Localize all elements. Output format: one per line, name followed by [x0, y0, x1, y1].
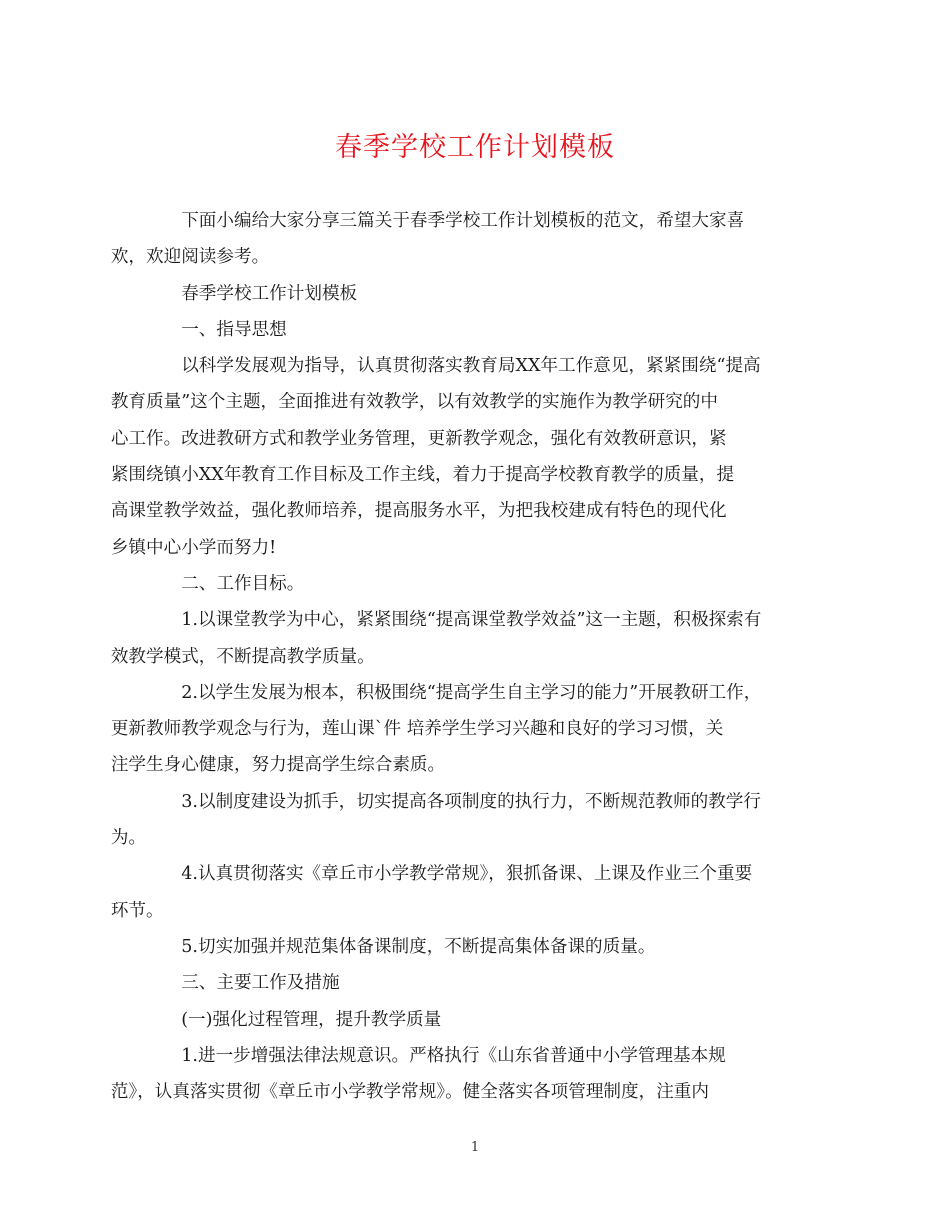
paragraph: [110, 602, 806, 675]
paragraph-line: 4.认真贯彻落实《章丘市小学教学常规》，狠抓备课、上课及作业三个重要: [181, 864, 753, 885]
paragraph-line: 注学生身心健康，努力提高学生综合素质。: [110, 755, 446, 776]
paragraph: [110, 203, 806, 276]
paragraph-line: 环节。: [110, 900, 164, 921]
paragraph-line: 高课堂教学效益，强化教师培养，提高服务水平，为把我校建成有特色的现代化: [110, 501, 727, 522]
paragraph-line: 春季学校工作计划模板: [181, 283, 358, 304]
page-number: 1: [470, 1140, 480, 1155]
paragraph-line: (一)强化过程管理，提升教学质量: [181, 1009, 442, 1030]
paragraph: [110, 784, 806, 857]
paragraph-line: 一、指导思想: [181, 319, 287, 340]
paragraph: [146, 276, 806, 312]
paragraph-line: 下面小编给大家分享三篇关于春季学校工作计划模板的范文，希望大家喜: [181, 211, 745, 231]
paragraph-line: 二、工作目标。: [181, 573, 305, 594]
paragraph-line: 欢，欢迎阅读参考。: [110, 247, 270, 268]
paragraph-line: 2.以学生发展为根本，积极围绕“提高学生自主学习的能力”开展教研工作，: [181, 682, 762, 703]
paragraph-line: 教育质量”这个主题，全面推进有效教学，以有效教学的实施作为教学研究的中: [110, 392, 718, 413]
paragraph-line: 5.切实加强并规范集体备课制度，不断提高集体备课的质量。: [181, 936, 656, 957]
paragraph: [146, 1002, 806, 1038]
paragraph-line: 以科学发展观为指导，认真贯彻落实教育局XX年工作意见，紧紧围绕“提高: [181, 356, 761, 377]
paragraph: [146, 312, 806, 348]
paragraph: [110, 675, 806, 784]
paragraph: [146, 965, 806, 1001]
paragraph-line: 三、主要工作及措施: [181, 973, 340, 994]
paragraph: [110, 856, 806, 929]
paragraph-line: 范》，认真落实贯彻《章丘市小学教学常规》。健全落实各项管理制度，注重内: [110, 1082, 709, 1103]
paragraph: [110, 1038, 806, 1111]
paragraph-line: 乡镇中心小学而努力!: [110, 537, 277, 558]
document-title: 春季学校工作计划模板: [335, 132, 615, 163]
paragraph-line: 更新教师教学观念与行为，莲山课`件 培养学生学习兴趣和良好的学习习惯，关: [110, 719, 724, 740]
paragraph-line: 1.以课堂教学为中心，紧紧围绕“提高课堂教学效益”这一主题，积极探索有: [181, 610, 762, 631]
paragraph-line: 1.进一步增强法律法规意识。严格执行《山东省普通中小学管理基本规: [181, 1045, 726, 1066]
paragraph-line: 效教学模式，不断提高教学质量。: [110, 646, 375, 667]
paragraph-line: 心工作。改进教研方式和教学业务管理，更新教学观念，强化有效教研意识，紧: [110, 428, 727, 449]
paragraph: [146, 566, 806, 602]
paragraph: [146, 929, 806, 965]
paragraph-line: 为。: [110, 828, 147, 849]
paragraph-line: 紧围绕镇小XX年教育工作目标及工作主线，着力于提高学校教育教学的质量，提: [110, 465, 735, 486]
document-body: [110, 203, 806, 1110]
paragraph-line: 3.以制度建设为抓手，切实提高各项制度的执行力，不断规范教师的教学行: [181, 791, 761, 812]
paragraph: [110, 348, 806, 566]
